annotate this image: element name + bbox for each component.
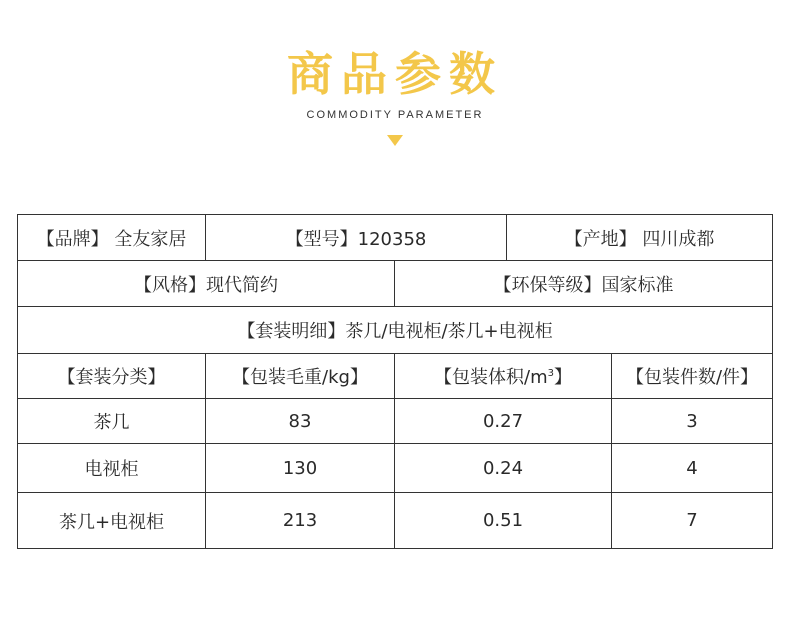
- row-category: 茶几: [18, 399, 206, 444]
- info-row-2: [18, 261, 773, 307]
- row-weight: 130: [206, 444, 395, 493]
- model-value: 120358: [357, 228, 427, 250]
- row-pieces: 3: [612, 399, 773, 444]
- triangle-down-icon: [387, 135, 403, 146]
- header-weight: 【包装毛重/kg】: [206, 354, 395, 399]
- row-category: 茶几+电视柜: [18, 493, 206, 549]
- package-label: 【套装明细】: [237, 321, 346, 342]
- model-label: 【型号】: [285, 228, 358, 250]
- brand-label: 【品牌】: [36, 228, 109, 250]
- style-cell: [18, 261, 395, 307]
- table-row: [18, 399, 773, 444]
- row-volume: 0.24: [395, 444, 612, 493]
- header-volume-close: 】: [554, 367, 572, 388]
- eco-value: 国家标准: [601, 274, 674, 296]
- row-pieces: 7: [612, 493, 773, 549]
- header-category: 【套装分类】: [18, 354, 206, 399]
- origin-cell: [507, 215, 773, 261]
- info-row-1: [18, 215, 773, 261]
- model-cell: [206, 215, 507, 261]
- row-category: 电视柜: [18, 444, 206, 493]
- eco-label: 【环保等级】: [493, 274, 602, 296]
- origin-label: 【产地】: [564, 228, 637, 250]
- style-label: 【风格】: [134, 274, 206, 296]
- style-value: 现代简约: [206, 274, 278, 296]
- table-row: [18, 493, 773, 549]
- row-weight: 213: [206, 493, 395, 549]
- header-volume-sup: 3: [547, 368, 554, 379]
- row-volume: 0.51: [395, 493, 612, 549]
- row-pieces: 4: [612, 444, 773, 493]
- section-header: [0, 0, 790, 160]
- info-row-3: [18, 307, 773, 354]
- header-pieces: 【包装件数/件】: [612, 354, 773, 399]
- package-value: 茶几/电视柜/茶几+电视柜: [345, 321, 553, 342]
- brand-value: 全友家居: [114, 228, 187, 250]
- package-cell: [18, 307, 773, 354]
- parameter-table: [17, 214, 773, 549]
- eco-cell: [395, 261, 773, 307]
- page-subtitle: COMMODITY PARAMETER: [306, 109, 484, 121]
- table-header-row: [18, 354, 773, 399]
- origin-value: 四川成都: [642, 228, 715, 250]
- header-volume: [395, 354, 612, 399]
- row-volume: 0.27: [395, 399, 612, 444]
- row-weight: 83: [206, 399, 395, 444]
- table-row: [18, 444, 773, 493]
- header-volume-text: 【包装体积/m: [434, 367, 548, 388]
- page-title: 商品参数: [287, 47, 503, 101]
- brand-cell: [18, 215, 206, 261]
